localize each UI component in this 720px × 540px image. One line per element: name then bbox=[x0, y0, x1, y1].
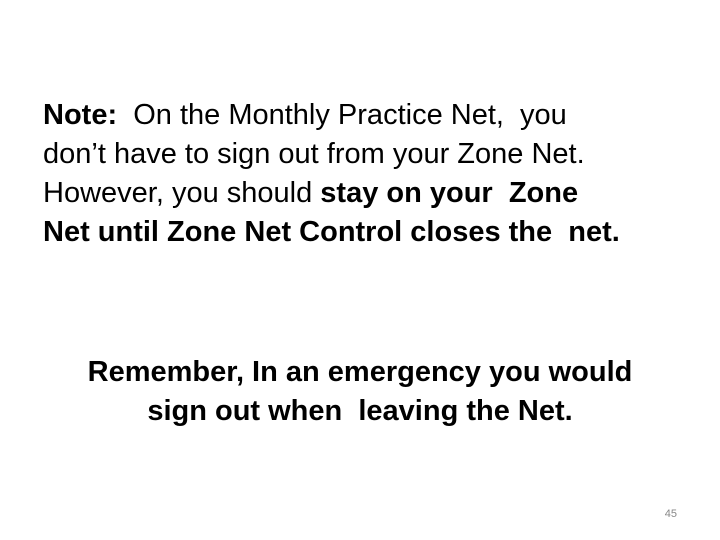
note-line-1-text: On the Monthly Practice Net, you bbox=[117, 99, 567, 131]
note-line-2: don’t have to sign out from your Zone Net. bbox=[43, 138, 585, 170]
note-line-4: Net until Zone Net Control closes the net. bbox=[43, 216, 620, 248]
reminder-line-1: Remember, In an emergency you would bbox=[87, 356, 633, 388]
page-number: 45 bbox=[664, 508, 677, 520]
reminder-paragraph bbox=[20, 353, 700, 431]
note-line-3-bold: stay on your Zone bbox=[320, 177, 579, 209]
note-line-3 bbox=[43, 174, 693, 213]
note-paragraph bbox=[43, 96, 693, 252]
reminder-line-2: sign out when leaving the Net. bbox=[147, 395, 573, 427]
note-line-1 bbox=[43, 96, 693, 135]
note-line-3-plain: However, you should bbox=[43, 177, 321, 209]
note-label: Note: bbox=[43, 99, 118, 131]
